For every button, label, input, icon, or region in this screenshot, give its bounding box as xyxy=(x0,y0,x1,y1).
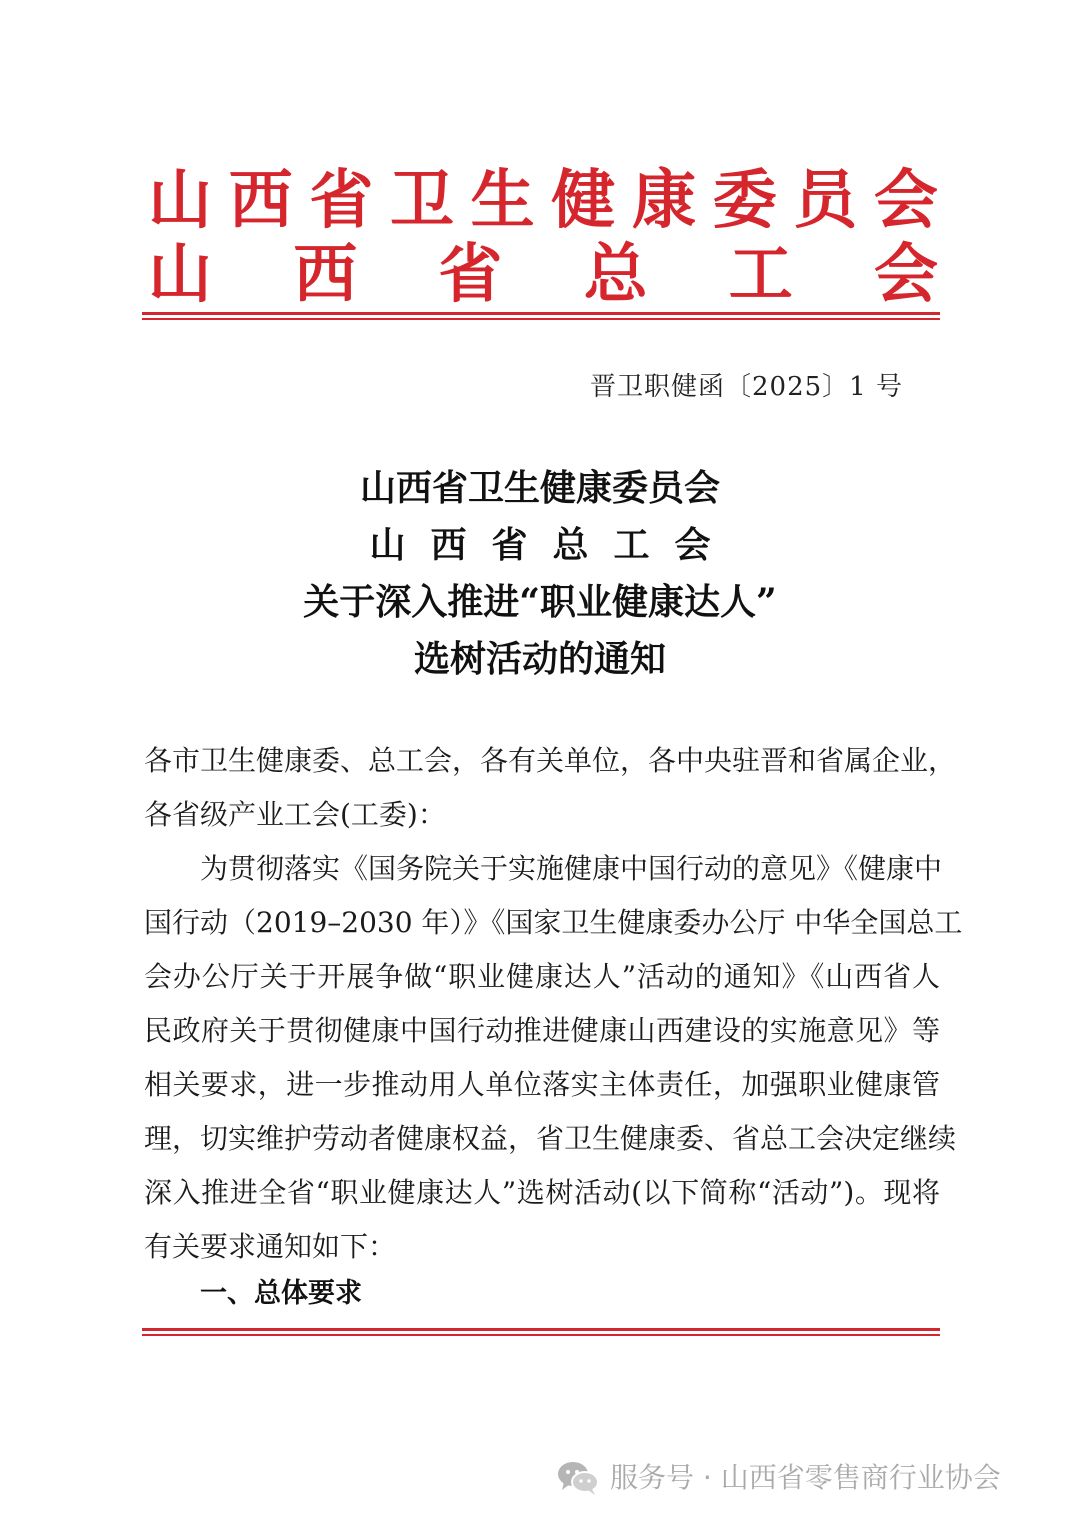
issuer-header-line-2 xyxy=(148,237,938,312)
header-char: 总 xyxy=(583,237,648,312)
header-char: 会 xyxy=(873,163,938,238)
document-number: 晋卫职健函〔2025〕1 号 xyxy=(590,372,903,402)
paragraph-line: 深入推进全省“职业健康达人”选树活动(以下简称“活动”)。现将 xyxy=(144,1176,940,1209)
header-char: 西 xyxy=(293,237,358,312)
header-char: 工 xyxy=(728,237,793,312)
footer-divider-thick xyxy=(142,1328,940,1331)
header-char: 康 xyxy=(631,163,696,238)
header-char: 会 xyxy=(873,237,938,312)
title-line-2: 山西省总工会 xyxy=(369,524,736,566)
title-line-3: 关于深入推进“职业健康达人” xyxy=(303,581,777,623)
header-divider-thick xyxy=(142,312,940,315)
header-char: 生 xyxy=(470,163,535,238)
header-char: 山 xyxy=(148,237,212,312)
paragraph-line: 民政府关于贯彻健康中国行动推进健康山西建设的实施意见》等 xyxy=(144,1014,940,1047)
header-char: 健 xyxy=(551,163,616,238)
header-char: 省 xyxy=(309,163,374,238)
paragraph-line: 会办公厅关于开展争做“职业健康达人”活动的通知》《山西省人 xyxy=(144,960,940,993)
title-line-4: 选树活动的通知 xyxy=(413,638,666,680)
header-char: 省 xyxy=(438,237,503,312)
header-divider-thin xyxy=(142,318,940,320)
paragraph-line: 有关要求通知如下： xyxy=(144,1230,397,1263)
salutation-line: 各市卫生健康委、总工会，各有关单位，各中央驻晋和省属企业， xyxy=(144,744,957,777)
header-char: 员 xyxy=(793,163,858,238)
body-paragraph xyxy=(144,842,963,1274)
document-title xyxy=(140,460,940,688)
paragraph-line: 相关要求，进一步推动用人单位落实主体责任，加强职业健康管 xyxy=(144,1068,940,1101)
issuer-header-line-1 xyxy=(148,163,938,238)
header-char: 山 xyxy=(148,163,212,238)
paragraph-line: 为贯彻落实《国务院关于实施健康中国行动的意见》《健康中 xyxy=(200,852,943,885)
title-line-1: 山西省卫生健康委员会 xyxy=(359,467,720,509)
section-heading: 一、总体要求 xyxy=(200,1278,362,1309)
header-char: 卫 xyxy=(389,163,454,238)
salutation xyxy=(144,734,957,842)
watermark xyxy=(556,1458,1001,1498)
wechat-icon xyxy=(556,1460,600,1496)
header-char: 西 xyxy=(228,163,293,238)
header-char: 委 xyxy=(712,163,777,238)
watermark-text: 服务号 · 山西省零售商行业协会 xyxy=(610,1461,1001,1494)
paragraph-line: 理，切实维护劳动者健康权益，省卫生健康委、省总工会决定继续 xyxy=(144,1122,957,1155)
footer-divider-thin xyxy=(142,1334,940,1336)
salutation-line: 各省级产业工会(工委)： xyxy=(144,798,446,831)
paragraph-line: 国行动（2019–2030 年）》《国家卫生健康委办公厅 中华全国总工 xyxy=(144,906,963,939)
